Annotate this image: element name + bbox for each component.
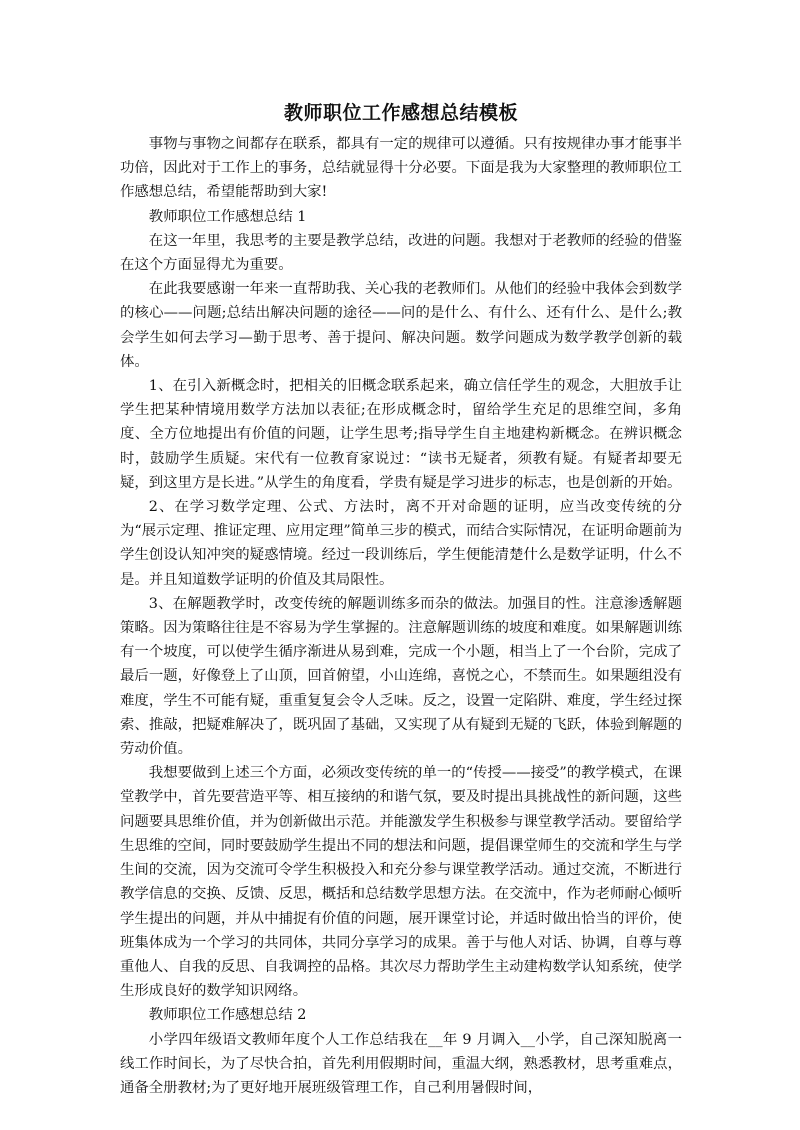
section-1-heading: 教师职位工作感想总结 1 <box>148 208 307 225</box>
section-1-paragraph: 我想要做到上述三个方面，必须改变传统的单一的“传授——接受”的教学模式，在课堂教学中，首先要营造平等、相互接纳的和谐气氛，要及时提出具挑战性的新问题，这些问题要具思维价值，并为创新做出示范。并能激发学生积极参与课堂教学活动。要留给学生思维的空间，同时要鼓励学生提出不同的想法和问题，提倡课堂师生的交流和学生与学生间的交流，因为交流可令学生积极投入和充分参与课堂教学活动。通过交流，不断进行教学信息的交换、反馈、反思，概括和总结数学思想方法。在交流中，作为老师耐心倾听学生提出的问题，并从中捕捉有价值的问题，展开课堂讨论，并适时做出恰当的评价，使班集体成为一个学习的共同体，共同分享学习的成果。善于与他人对话、协调，自尊与尊重他人、自我的反思、自我调控的品格。其次尽力帮助学生主动建构数学认知系统，使学生形成良好的数学知识网络。 <box>120 765 682 1000</box>
section-2-paragraph: 小学四年级语文教师年度个人工作总结我在__年 9 月调入__小学，自己深知脱离一线工作时间长，为了尽快合拍，首先利用假期时间，重温大纲，熟悉教材，思考重难点，通备全册教材;为了更好地开展班级管理工作，自己利用暑假时间， <box>120 1031 682 1096</box>
section-1-paragraph: 2、在学习数学定理、公式、方法时，离不开对命题的证明，应当改变传统的分为“展示定理、推证定理、应用定理”简单三步的模式，而结合实际情况，在证明命题前为学生创设认知冲突的疑惑情境。经过一段训练后，学生便能清楚什么是数学证明，什么不是。并且知道数学证明的价值及其局限性。 <box>120 499 682 588</box>
section-1-paragraph: 在这一年里，我思考的主要是教学总结，改进的问题。我想对于老教师的经验的借鉴在这个方面显得尤为重要。 <box>120 232 682 274</box>
section-1-paragraph: 3、在解题教学时，改变传统的解题训练多而杂的做法。加强目的性。注意渗透解题策略。因为策略往往是不容易为学生掌握的。注意解题训练的坡度和难度。如果解题训练有一个坡度，可以使学生循序渐进从易到难，完成一个小题，相当上了一个台阶，完成了最后一题，好像登上了山顶，回首俯望，小山连绵，喜悦之心，不禁而生。如果题组没有难度，学生不可能有疑，重重复复会令人乏味。反之，设置一定陷阱、难度，学生经过探索、推敲，把疑难解决了，既巩固了基础，又实现了从有疑到无疑的飞跃，体验到解题的劳动价值。 <box>120 595 682 758</box>
section-2-heading: 教师职位工作感想总结 2 <box>148 1007 307 1024</box>
section-1-paragraph: 在此我要感谢一年来一直帮助我、关心我的老教师们。从他们的经验中我体会到数学的核心——问题;总结出解决问题的途径——问的是什么、有什么、还有什么、是什么;教会学生如何去学习—勤于思考、善于提问、解决问题。数学问题成为数学教学创新的载体。 <box>120 281 682 370</box>
intro-paragraph: 事物与事物之间都存在联系，都具有一定的规律可以遵循。只有按规律办事才能事半功倍，因此对于工作上的事务，总结就显得十分必要。下面是我为大家整理的教师职位工作感想总结，希望能帮助到大家! <box>120 136 682 201</box>
document-page <box>120 100 682 1100</box>
document-title: 教师职位工作感想总结模板 <box>283 102 518 124</box>
section-1-paragraph: 1、在引入新概念时，把相关的旧概念联系起来，确立信任学生的观念，大胆放手让学生把某种情境用数学方法加以表征;在形成概念时，留给学生充足的思维空间，多角度、全方位地提出有价值的问题，让学生思考;指导学生自主地建构新概念。在辨识概念时，鼓励学生质疑。宋代有一位教育家说过：“读书无疑者，须教有疑。有疑者却要无疑，到这里方是长进。”从学生的角度看，学贵有疑是学习进步的标志，也是创新的开始。 <box>120 378 682 491</box>
